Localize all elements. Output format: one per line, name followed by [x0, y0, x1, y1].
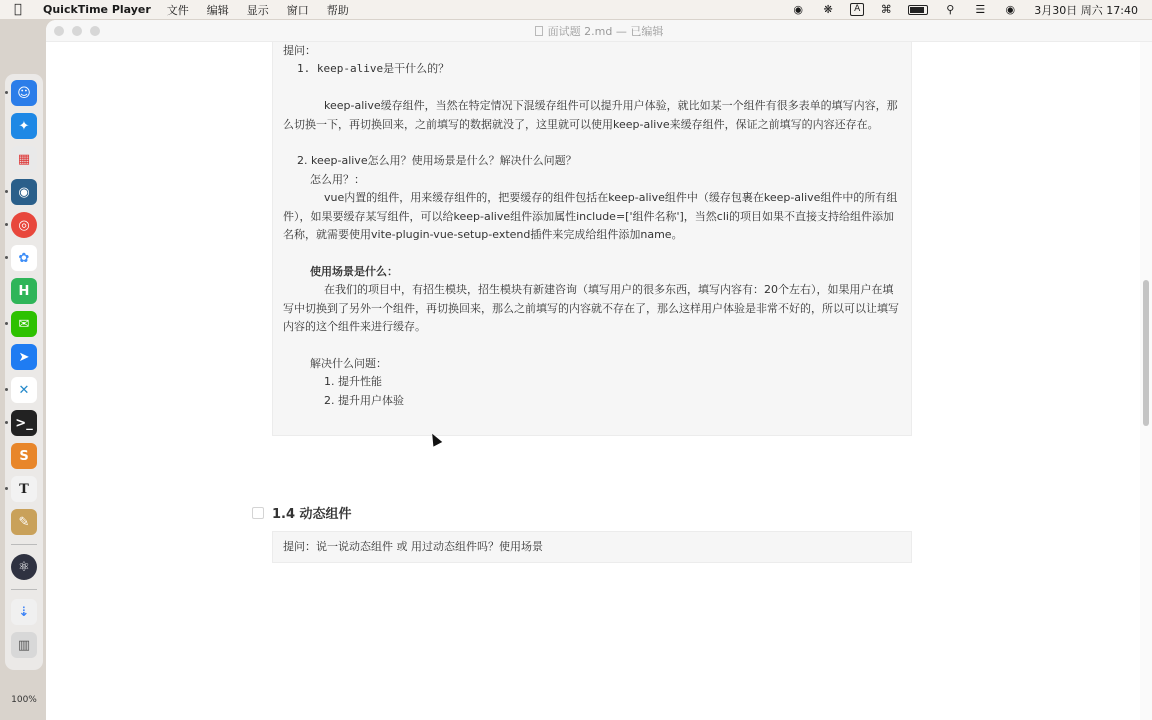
downloads-icon[interactable]: ⇣ [11, 599, 37, 625]
line-scenario-answer: 在我们的项目中，有招生模块，招生模块有新建咨询（填写用户的很多东西，填写内容有：20个左右），如果用户在填写中切换到了另外一个组件，再切换回来，那么之前填写的内容就不存在了，那么这样用户体验是非常不好的，所以可以让填写内容的这个组件来进行缓存。 [283, 283, 899, 334]
code-block-dynamic-components[interactable] [272, 531, 912, 563]
paint-icon[interactable]: ✎ [11, 509, 37, 535]
line-q1: 1. keep-alive是干什么的？ [297, 62, 450, 76]
screen-capture-icon[interactable]: ◉ [11, 179, 37, 205]
line-what-solves: 解决什么问题： [310, 356, 387, 370]
line-q1-answer: keep-alive缓存组件，当然在特定情况下混缓存组件可以提升用户体验，就比如某一个组件有很多表单的填写内容，那么切换一下，再切换回来，之前填写的数据就没了，这里就可以使用keep-alive来缓存组件，保证之前填写的内容还存在。 [283, 99, 898, 131]
window-title-filename: 面试题 2.md [547, 24, 613, 38]
wechat-icon[interactable]: ✉ [11, 311, 37, 337]
line-q2: 2. keep-alive怎么用？使用场景是什么？解决什么问题？ [297, 154, 577, 168]
blank-line [283, 336, 904, 354]
zoom-level: 100% [11, 695, 37, 705]
spotlight-search-icon[interactable]: ⚲ [946, 3, 955, 16]
menu-file[interactable]: 文件 [166, 3, 189, 17]
menu-view[interactable]: 显示 [246, 3, 269, 17]
document-content[interactable] [46, 42, 1152, 720]
chrome-icon[interactable]: ◎ [11, 212, 37, 238]
launchpad-icon[interactable]: ▦ [11, 146, 37, 172]
line-how-to-use: 怎么用？： [310, 172, 365, 186]
baidu-netdisk-status-icon[interactable]: ❋ [823, 3, 833, 16]
title-bar [46, 20, 1152, 42]
sublime-icon[interactable]: S [11, 443, 37, 469]
dock-separator [11, 589, 37, 590]
control-center-icon[interactable]: ☰ [975, 3, 986, 16]
input-source-icon[interactable]: A [850, 3, 864, 16]
wifi-icon[interactable]: ⌘ [880, 3, 892, 16]
siri-icon[interactable]: ◉ [1005, 3, 1016, 16]
line-solve-2: 2. 提升用户体验 [324, 393, 404, 407]
window-title-status: 已编辑 [630, 24, 664, 38]
editor-window [46, 20, 1152, 720]
line-how-to-use-answer: vue内置的组件，用来缓存组件的，把要缓存的组件包括在keep-alive组件中（缓存包裹在keep-alive组件中的所有组件），如果要缓存某写组件，可以给keep-alive组件添加属性include=['组件名称']，当然cli的项目如果不直接支持给组件添加名称，就需要使用vite-plugin-vue-setup-extend插件来完成给组件添加name。 [283, 191, 898, 242]
menu-clock[interactable]: 3月30日 周六 17:40 [1034, 3, 1138, 17]
app-name-menu[interactable]: QuickTime Player [43, 3, 151, 16]
line-scenario: 使用场景是什么： [310, 264, 398, 278]
typora-icon[interactable]: T [11, 476, 37, 502]
zoom-button[interactable] [90, 26, 100, 36]
line-dynamic-question: 提问：说一说动态组件 或 用过动态组件吗？使用场景 [283, 539, 543, 553]
record-icon[interactable]: ◉ [793, 3, 803, 16]
document-icon [535, 26, 543, 36]
section-heading[interactable] [252, 503, 352, 522]
line-solve-1: 1. 提升性能 [324, 375, 382, 389]
dock [5, 74, 43, 670]
dock-separator [11, 544, 37, 545]
terminal-icon[interactable]: >_ [11, 410, 37, 436]
battery-icon[interactable] [908, 5, 928, 15]
close-button[interactable] [54, 26, 64, 36]
heading-dynamic-components: 1.4 动态组件 [272, 507, 352, 522]
heading-fold-icon[interactable] [252, 507, 264, 519]
minimize-button[interactable] [72, 26, 82, 36]
blank-line [283, 134, 904, 152]
finder-icon[interactable]: ☺ [11, 80, 37, 106]
vscode-icon[interactable]: ✕ [11, 377, 37, 403]
menu-bar [0, 0, 1152, 19]
menu-help[interactable]: 帮助 [326, 3, 349, 17]
line-question-label: 提问： [283, 44, 316, 57]
scrollbar-thumb[interactable] [1143, 280, 1149, 426]
blank-line [283, 244, 904, 262]
vertical-scrollbar[interactable] [1140, 42, 1152, 720]
code-block-keep-alive[interactable] [272, 42, 912, 436]
menu-edit[interactable]: 编辑 [206, 3, 229, 17]
electron-icon[interactable]: ⚛ [11, 554, 37, 580]
blank-line [283, 79, 904, 97]
window-controls [54, 26, 100, 36]
apple-icon[interactable] [14, 2, 34, 17]
safari-icon[interactable]: ✦ [11, 113, 37, 139]
feishu-icon[interactable]: ➤ [11, 344, 37, 370]
hbuilder-icon[interactable]: H [11, 278, 37, 304]
baidu-netdisk-icon[interactable]: ✿ [11, 245, 37, 271]
menu-window[interactable]: 窗口 [286, 3, 309, 17]
window-title: 面试题 2.md — 已编辑 [535, 23, 664, 39]
trash-icon[interactable]: ▥ [11, 632, 37, 658]
